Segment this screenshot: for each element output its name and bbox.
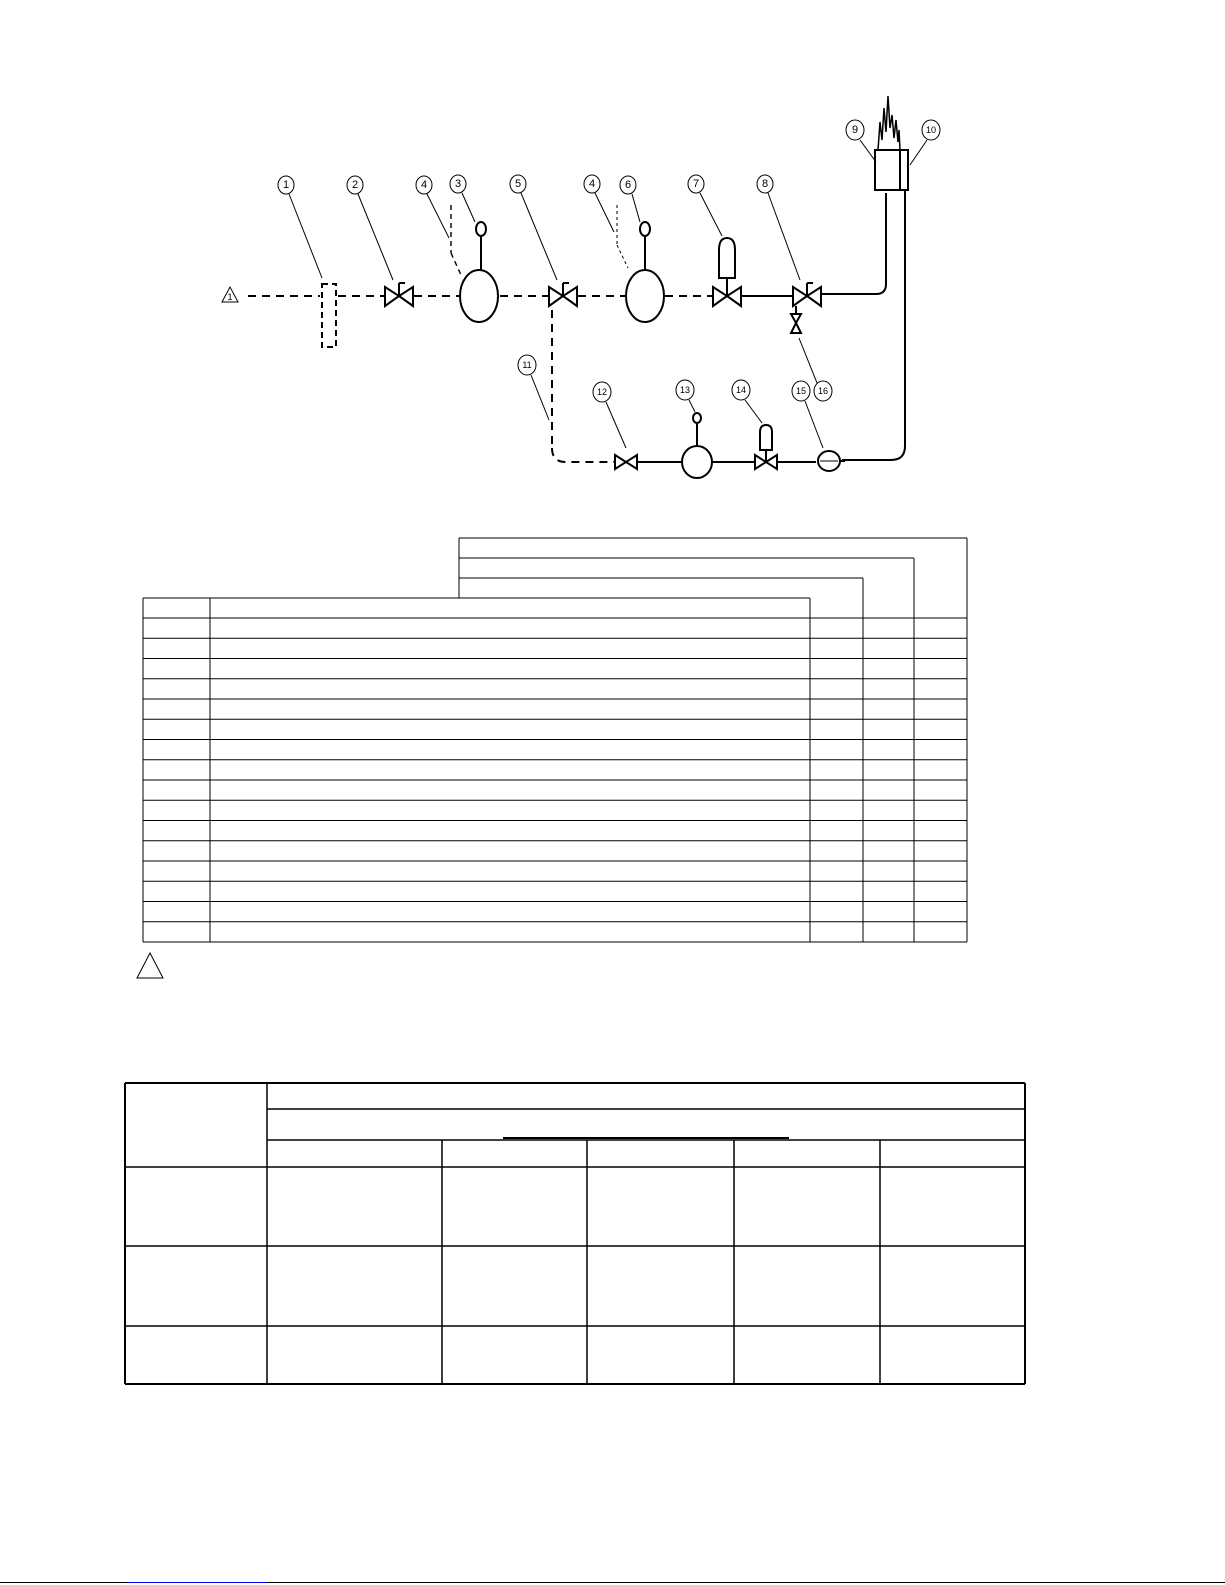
svg-text:16: 16 bbox=[817, 386, 829, 396]
burner-feed-line bbox=[822, 193, 886, 294]
solenoid-valve-7 bbox=[713, 238, 741, 306]
valve-5 bbox=[549, 283, 577, 306]
svg-text:12: 12 bbox=[596, 387, 608, 397]
svg-text:5: 5 bbox=[514, 178, 522, 190]
callout-2 bbox=[347, 176, 393, 280]
gauge-6 bbox=[640, 222, 650, 236]
svg-text:2: 2 bbox=[351, 179, 359, 191]
svg-text:8: 8 bbox=[761, 178, 769, 190]
parts-table bbox=[143, 538, 967, 942]
valve-2 bbox=[385, 283, 413, 306]
callout-10 bbox=[910, 120, 940, 165]
svg-text:4: 4 bbox=[588, 178, 596, 190]
test-valve-16 bbox=[791, 306, 801, 333]
callout-8 bbox=[757, 175, 800, 280]
callout-9 bbox=[846, 120, 876, 162]
svg-text:13: 13 bbox=[679, 385, 691, 395]
valve-8 bbox=[793, 283, 821, 306]
flame-icon bbox=[878, 96, 900, 150]
regulator-vessel-1 bbox=[460, 270, 498, 322]
callout-4b bbox=[584, 175, 614, 232]
filter-element bbox=[322, 284, 336, 347]
svg-text:15: 15 bbox=[795, 386, 807, 396]
svg-text:1: 1 bbox=[282, 179, 290, 191]
footer-link[interactable] bbox=[128, 1582, 268, 1583]
callout-14 bbox=[732, 380, 762, 423]
svg-text:14: 14 bbox=[735, 385, 747, 395]
svg-text:7: 7 bbox=[692, 178, 700, 190]
svg-text:4: 4 bbox=[420, 179, 428, 191]
source-marker bbox=[222, 287, 238, 302]
svg-text:1: 1 bbox=[227, 292, 233, 302]
callout-13 bbox=[676, 380, 695, 412]
svg-text:11: 11 bbox=[522, 360, 532, 370]
matrix-table bbox=[125, 1083, 1025, 1384]
callout-5 bbox=[510, 175, 557, 280]
gauge-13 bbox=[693, 413, 701, 423]
regulator-13 bbox=[682, 446, 712, 478]
callout-4a bbox=[416, 176, 449, 238]
gauge-3 bbox=[476, 222, 486, 236]
callout-12 bbox=[593, 382, 626, 448]
burner-9 bbox=[875, 96, 908, 190]
svg-text:9: 9 bbox=[851, 124, 859, 136]
callout-6 bbox=[620, 176, 640, 222]
callout-3 bbox=[450, 175, 475, 222]
svg-text:6: 6 bbox=[624, 179, 632, 191]
callout-11 bbox=[518, 355, 549, 420]
callout-7 bbox=[688, 175, 722, 236]
solenoid-valve-14 bbox=[755, 425, 777, 469]
callout-1 bbox=[278, 176, 322, 278]
regulator-vessel-2 bbox=[626, 270, 664, 322]
note-triangle-icon bbox=[137, 953, 163, 978]
svg-text:3: 3 bbox=[454, 178, 462, 190]
valve-12 bbox=[615, 455, 637, 469]
svg-text:10: 10 bbox=[925, 125, 937, 135]
